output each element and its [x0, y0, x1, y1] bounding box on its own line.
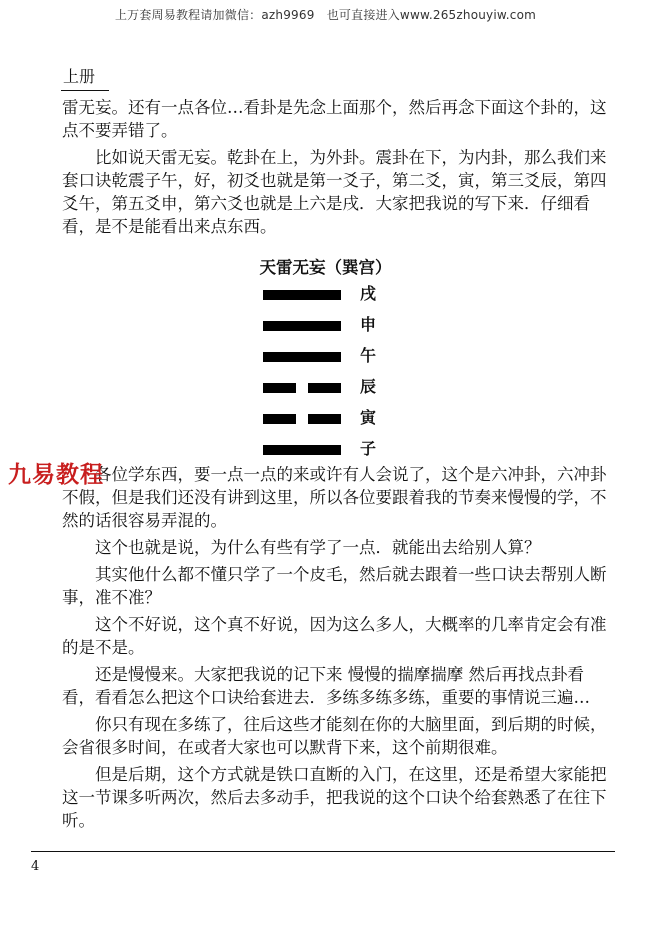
yin-line-bar	[308, 383, 341, 393]
header-note: 上万套周易教程请加微信：azh9969 也可直接进入www.265zhouyiw.com	[114, 8, 537, 22]
paragraph: 雷无妄。还有一点各位…看卦是先念上面那个，然后再念下面这个卦的，这点不要弄错了。	[62, 98, 607, 140]
yin-line-bar	[263, 414, 296, 424]
paragraph: 但是后期，这个方式就是铁口直断的入门，在这里，还是希望大家能把这一节课多听两次，然后去多动手，把我说的这个口诀个给套熟悉了在往下听。	[62, 765, 607, 830]
earthly-branch-label: 戌	[360, 284, 377, 303]
footer-rule	[31, 851, 615, 852]
earthly-branch-label: 子	[360, 439, 377, 458]
page-number: 4	[31, 859, 40, 874]
section-underline	[61, 90, 109, 91]
earthly-branch-label: 寅	[360, 408, 377, 427]
watermark-logo: 九易教程	[8, 462, 104, 488]
paragraph: 这个不好说，这个真不好说，因为这么多人，大概率的几率肯定会有准的是不是。	[62, 615, 607, 657]
hexagram-diagram	[263, 285, 403, 471]
yang-line-bar	[263, 352, 341, 362]
paragraph: 你只有现在多练了，往后这些才能刻在你的大脑里面，到后期的时候，会省很多时间，在或者大家也可以默背下来，这个前期很难。	[62, 715, 607, 757]
hexagram-title: 天雷无妄（巽宫）	[259, 258, 392, 277]
page-body-lower	[62, 463, 610, 832]
section-label: 上册	[63, 67, 96, 86]
yin-line-bar	[263, 383, 296, 393]
yang-line-bar	[263, 290, 341, 300]
paragraph: 各位学东西，要一点一点的来或许有人会说了，这个是六冲卦，六冲卦不假，但是我们还没有讲到这里，所以各位要跟着我的节奏来慢慢的学，不然的话很容易弄混的。	[62, 465, 607, 530]
paragraph: 还是慢慢来。大家把我说的记下来 慢慢的揣摩揣摩 然后再找点卦看看，看看怎么把这个口诀给套进去．多练多练多练，重要的事情说三遍…	[62, 665, 590, 707]
paragraph: 这个也就是说，为什么有些有学了一点．就能出去给别人算？	[95, 538, 541, 557]
hexagram-line	[263, 378, 403, 409]
hexagram-line	[263, 285, 403, 316]
hexagram-line	[263, 316, 403, 347]
earthly-branch-label: 午	[360, 346, 377, 365]
page-body	[62, 96, 610, 238]
yin-line-bar	[308, 414, 341, 424]
yang-line-bar	[263, 321, 341, 331]
earthly-branch-label: 申	[360, 315, 377, 334]
yang-line-bar	[263, 445, 341, 455]
paragraph: 其实他什么都不懂只学了一个皮毛，然后就去跟着一些口诀去帮别人断事，准不准？	[62, 565, 607, 607]
paragraph: 比如说天雷无妄。乾卦在上，为外卦。震卦在下，为内卦，那么我们来套口诀乾震子午，好，初爻也就是第一爻子，第二爻，寅，第三爻辰，第四爻午，第五爻申，第六爻也就是上六是戌．大家把我说的写下来．仔细看看，是不是能看出来点东西。	[62, 148, 607, 236]
earthly-branch-label: 辰	[360, 377, 377, 396]
hexagram-line	[263, 347, 403, 378]
hexagram-line	[263, 409, 403, 440]
